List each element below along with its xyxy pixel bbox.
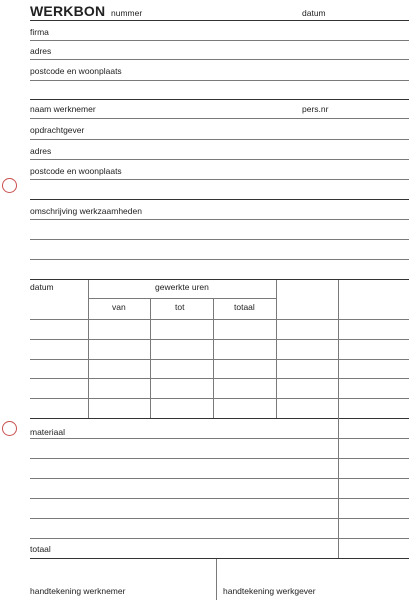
hours-col-divider-5	[338, 280, 339, 418]
hours-row-line-3	[30, 359, 409, 360]
hours-row-line-4	[30, 378, 409, 379]
materials-line-1	[30, 438, 409, 439]
client-block-rule	[30, 99, 409, 100]
hours-col-divider-2	[150, 298, 151, 418]
principal-postcode-line	[30, 179, 409, 180]
hours-row-line-1	[30, 319, 409, 320]
employer-signature-label: handtekening werkgever	[223, 586, 316, 596]
number-label: nummer	[111, 8, 143, 18]
hours-row-line-2	[30, 339, 409, 340]
employee-line	[30, 118, 409, 119]
hours-to-header: tot	[175, 302, 185, 312]
principal-label: opdrachtgever	[30, 125, 85, 135]
materials-bottom-rule	[30, 558, 409, 559]
client-address-label: adres	[30, 46, 52, 56]
hours-worked-header: gewerkte uren	[155, 282, 209, 292]
client-postcode-label: postcode en woonplaats	[30, 66, 122, 76]
principal-address-label: adres	[30, 146, 52, 156]
employee-name-label: naam werknemer	[30, 104, 96, 114]
hours-table-bottom-rule	[30, 418, 409, 419]
principal-line	[30, 139, 409, 140]
form-title: WERKBON	[30, 3, 106, 19]
principal-block-rule	[30, 199, 409, 200]
principal-postcode-label: postcode en woonplaats	[30, 166, 122, 176]
materials-col-divider	[338, 418, 339, 558]
hours-date-header: datum	[30, 282, 54, 292]
materials-line-4	[30, 498, 409, 499]
hours-total-header: totaal	[234, 302, 255, 312]
hours-col-divider-1	[88, 280, 89, 418]
client-address-line	[30, 59, 409, 60]
materials-line-2	[30, 458, 409, 459]
hours-subheader-line	[88, 298, 276, 299]
header-rule	[30, 20, 409, 21]
materials-total-label: totaal	[30, 544, 51, 554]
work-line-1	[30, 219, 409, 220]
company-line	[30, 40, 409, 41]
materials-label: materiaal	[30, 427, 65, 437]
materials-line-6	[30, 538, 409, 539]
hours-col-divider-4	[276, 280, 277, 418]
materials-line-3	[30, 478, 409, 479]
hours-row-line-5	[30, 398, 409, 399]
date-label: datum	[302, 8, 326, 18]
work-description-label: omschrijving werkzaamheden	[30, 206, 142, 216]
work-line-3	[30, 259, 409, 260]
principal-address-line	[30, 159, 409, 160]
punch-hole-bottom	[2, 421, 17, 436]
hours-from-header: van	[112, 302, 126, 312]
materials-line-5	[30, 518, 409, 519]
employee-signature-label: handtekening werknemer	[30, 586, 126, 596]
client-postcode-line	[30, 80, 409, 81]
hours-col-divider-3	[213, 298, 214, 418]
work-line-2	[30, 239, 409, 240]
signature-divider	[216, 559, 217, 600]
company-label: firma	[30, 27, 49, 37]
work-block-rule	[30, 279, 409, 280]
punch-hole-top	[2, 178, 17, 193]
staff-number-label: pers.nr	[302, 104, 329, 114]
